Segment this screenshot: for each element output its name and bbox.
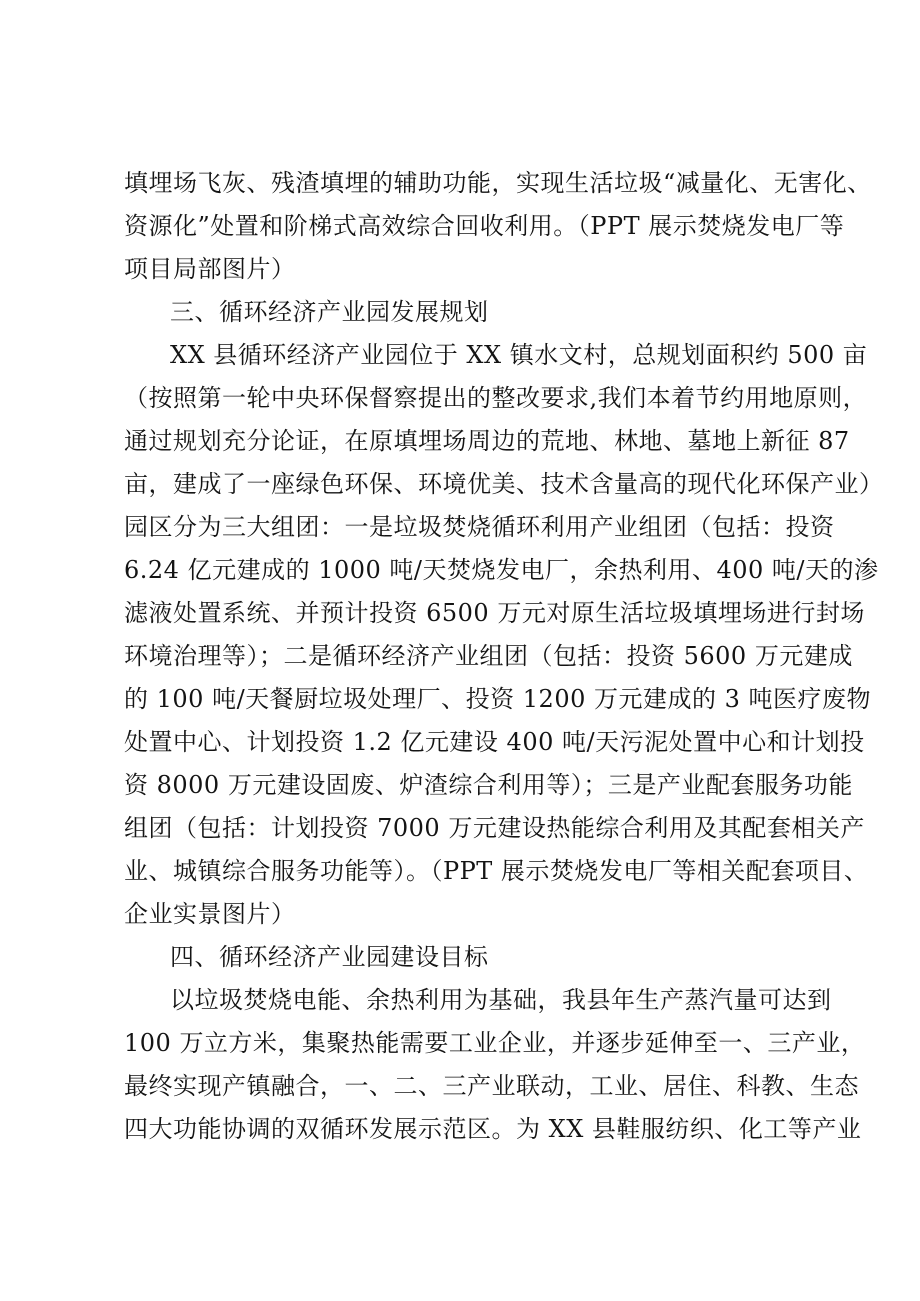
text-line: 100 万立方米，集聚热能需要工业企业，并逐步延伸至一、三产业， [124, 1029, 866, 1057]
text-line: 项目局部图片） [124, 255, 296, 283]
section-heading: 三、循环经济产业园发展规划 [170, 298, 489, 326]
text-line: 的 100 吨/天餐厨垃圾处理厂、投资 1200 万元建成的 3 吨医疗废物 [124, 685, 872, 713]
text-line: 四大功能协调的双循环发展示范区。为 XX 县鞋服纺织、化工等产业 [124, 1115, 862, 1143]
text-line: 资 8000 万元建设固废、炉渣综合利用等）；三是产业配套服务功能 [124, 771, 853, 799]
text-line: （按照第一轮中央环保督察提出的整改要求,我们本着节约用地原则， [124, 384, 868, 412]
section-heading: 四、循环经济产业园建设目标 [170, 943, 489, 971]
text-line: 亩，建成了一座绿色环保、环境优美、技术含量高的现代化环保产业） [124, 470, 884, 498]
text-line: 滤液处置系统、并预计投资 6500 万元对原生活垃圾填埋场进行封场 [124, 599, 865, 627]
text-line: 以垃圾焚烧电能、余热利用为基础，我县年生产蒸汽量可达到 [170, 986, 832, 1014]
text-line: 处置中心、计划投资 1.2 亿元建设 400 吨/天污泥处置中心和计划投 [124, 728, 865, 756]
text-line: 最终实现产镇融合，一、二、三产业联动，工业、居住、科教、生态 [124, 1072, 859, 1100]
text-line: 企业实景图片） [124, 900, 296, 928]
text-line: 组团（包括：计划投资 7000 万元建设热能综合利用及其配套相关产 [124, 814, 865, 842]
text-line: 园区分为三大组团：一是垃圾焚烧循环利用产业组团（包括：投资 [124, 513, 835, 541]
text-line: 环境治理等）；二是循环经济产业组团（包括：投资 5600 万元建成 [124, 642, 853, 670]
text-line: 通过规划充分论证，在原填埋场周边的荒地、林地、墓地上新征 87 [124, 427, 850, 455]
text-line: XX 县循环经济产业园位于 XX 镇水文村，总规划面积约 500 亩 [170, 341, 868, 369]
text-line: 填埋场飞灰、残渣填埋的辅助功能，实现生活垃圾“减量化、无害化、 [124, 169, 872, 197]
text-line: 业、城镇综合服务功能等）。（PPT 展示焚烧发电厂等相关配套项目、 [124, 857, 869, 885]
text-line: 资源化”处置和阶梯式高效综合回收利用。（PPT 展示焚烧发电厂等 [124, 212, 845, 240]
text-line: 6.24 亿元建成的 1000 吨/天焚烧发电厂，余热利用、400 吨/天的渗 [124, 556, 879, 584]
